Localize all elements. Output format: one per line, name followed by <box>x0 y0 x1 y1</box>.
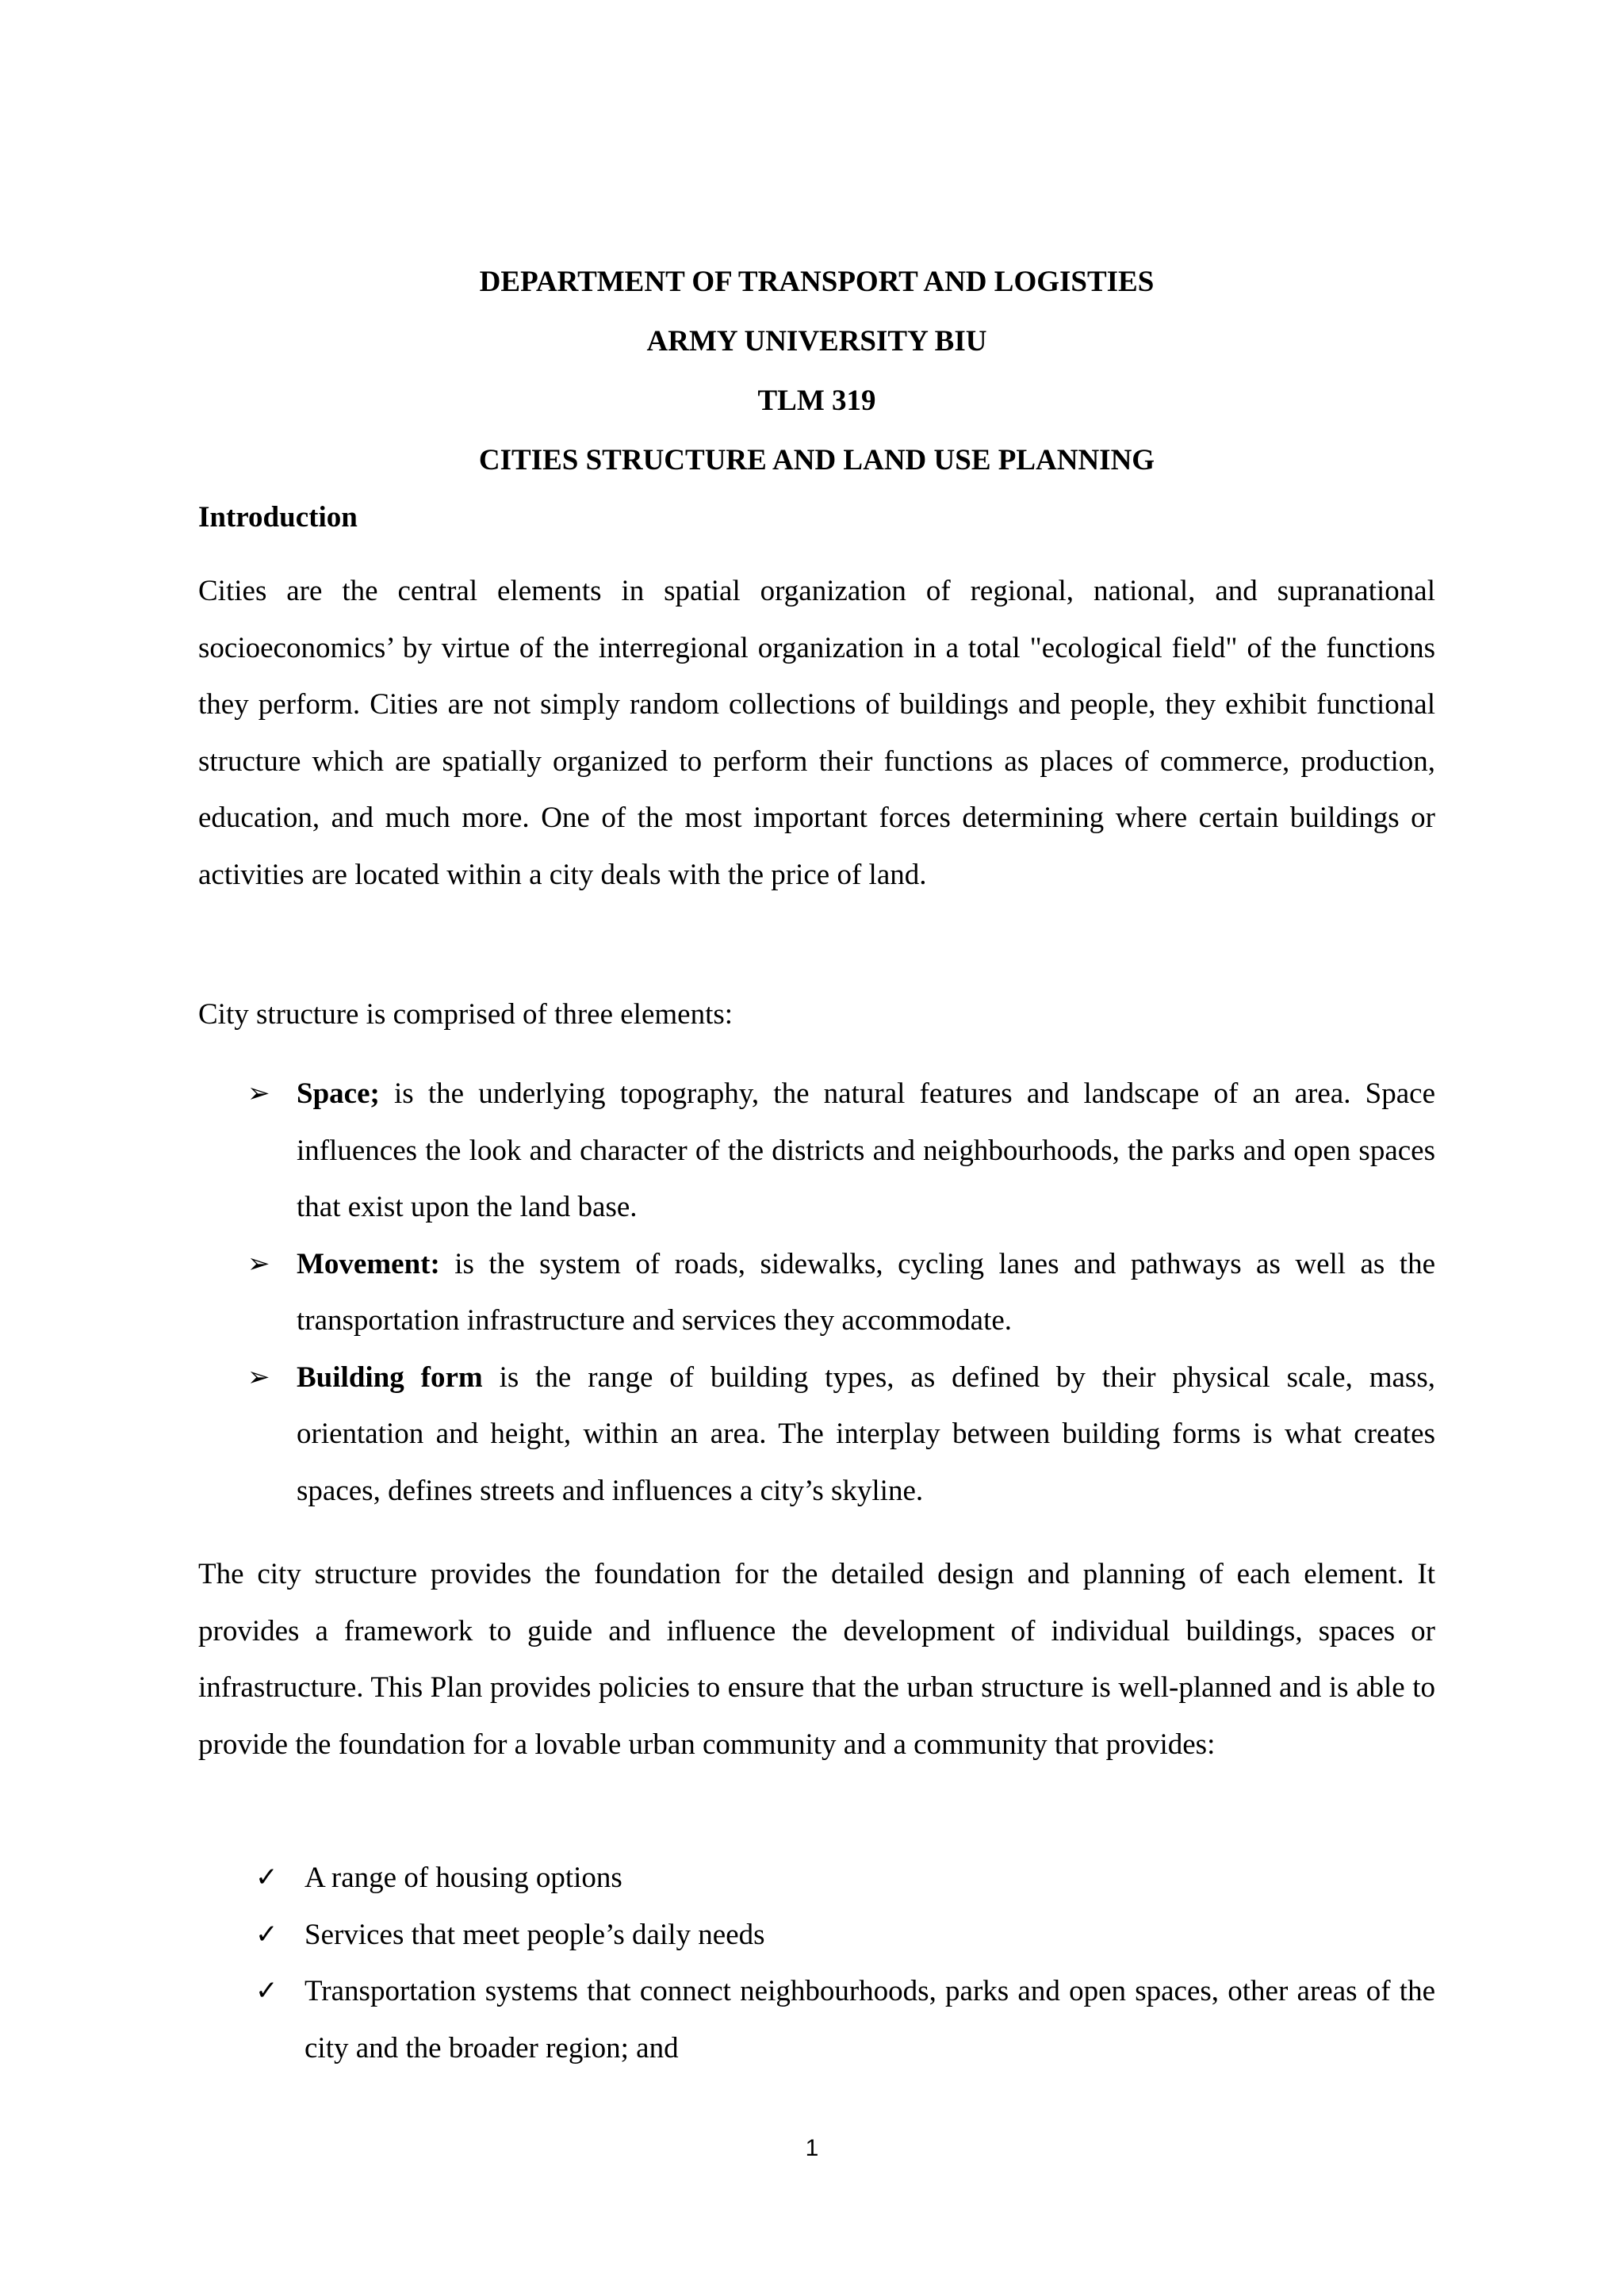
list-item <box>198 1907 1435 1964</box>
checkmark-icon: ✓ <box>255 1918 278 1950</box>
course-code: TLM 319 <box>757 385 876 417</box>
list-item <box>198 1236 1435 1349</box>
university-title: ARMY UNIVERSITY BIU <box>646 325 987 358</box>
element-description: is the underlying topography, the natural features and landscape of an area. Space influences the look and character of the districts and neighbourhoods, the parks and open spaces that exist upon the land base. <box>297 1077 1435 1223</box>
elements-lead-paragraph: City structure is comprised of three elements: <box>198 998 733 1031</box>
element-term: Movement: <box>297 1247 440 1280</box>
community-provisions-list <box>198 1850 1435 2076</box>
element-description: is the system of roads, sidewalks, cycling lanes and pathways as well as the transportation infrastructure and services they accommodate. <box>297 1247 1435 1337</box>
list-item <box>198 1066 1435 1236</box>
list-item <box>198 1850 1435 1907</box>
arrow-bullet-icon: ➢ <box>247 1247 270 1280</box>
section-title-introduction: Introduction <box>198 501 358 534</box>
intro-paragraph: Cities are the central elements in spatial organization of regional, national, and supranational socioeconomics’ by virtue of the interregional organization in a total "ecological field" of the functions they perform. Cities are not simply random collections of buildings and people, they exhibit functional structure which are spatially organized to perform their functions as places of commerce, production, education, and much more. One of the most important forces determining where certain buildings or activities are located within a city deals with the price of land. <box>198 575 1435 891</box>
page-number: 1 <box>805 2135 819 2161</box>
checkmark-icon: ✓ <box>255 1975 278 2007</box>
department-title: DEPARTMENT OF TRANSPORT AND LOGISTIES <box>479 266 1155 298</box>
arrow-bullet-icon: ➢ <box>247 1077 270 1109</box>
city-structure-paragraph: The city structure provides the foundation for the detailed design and planning of each element. It provides a framework to guide and influence the development of individual buildings, spaces or infrastructure. This Plan provides policies to ensure that the urban structure is well-planned and is able to provide the foundation for a lovable urban community and a community that provides: <box>198 1558 1435 1761</box>
city-structure-elements-list <box>198 1066 1435 1519</box>
element-term: Building form <box>297 1360 483 1394</box>
document-heading <box>198 252 1435 490</box>
element-description: is the range of building types, as defined by their physical scale, mass, orientation and height, within an area. The interplay between building forms is what creates spaces, defines streets and influences a city’s skyline. <box>297 1360 1435 1507</box>
course-title: CITIES STRUCTURE AND LAND USE PLANNING <box>478 444 1155 476</box>
provision-text: Transportation systems that connect neighbourhoods, parks and open spaces, other areas of the city and the broader region; and <box>304 1975 1435 2064</box>
list-item <box>198 1963 1435 2076</box>
list-item <box>198 1349 1435 1520</box>
provision-text: Services that meet people’s daily needs <box>304 1918 765 1951</box>
checkmark-icon: ✓ <box>255 1862 278 1893</box>
provision-text: A range of housing options <box>304 1862 622 1894</box>
element-term: Space; <box>297 1077 380 1110</box>
arrow-bullet-icon: ➢ <box>247 1360 270 1393</box>
